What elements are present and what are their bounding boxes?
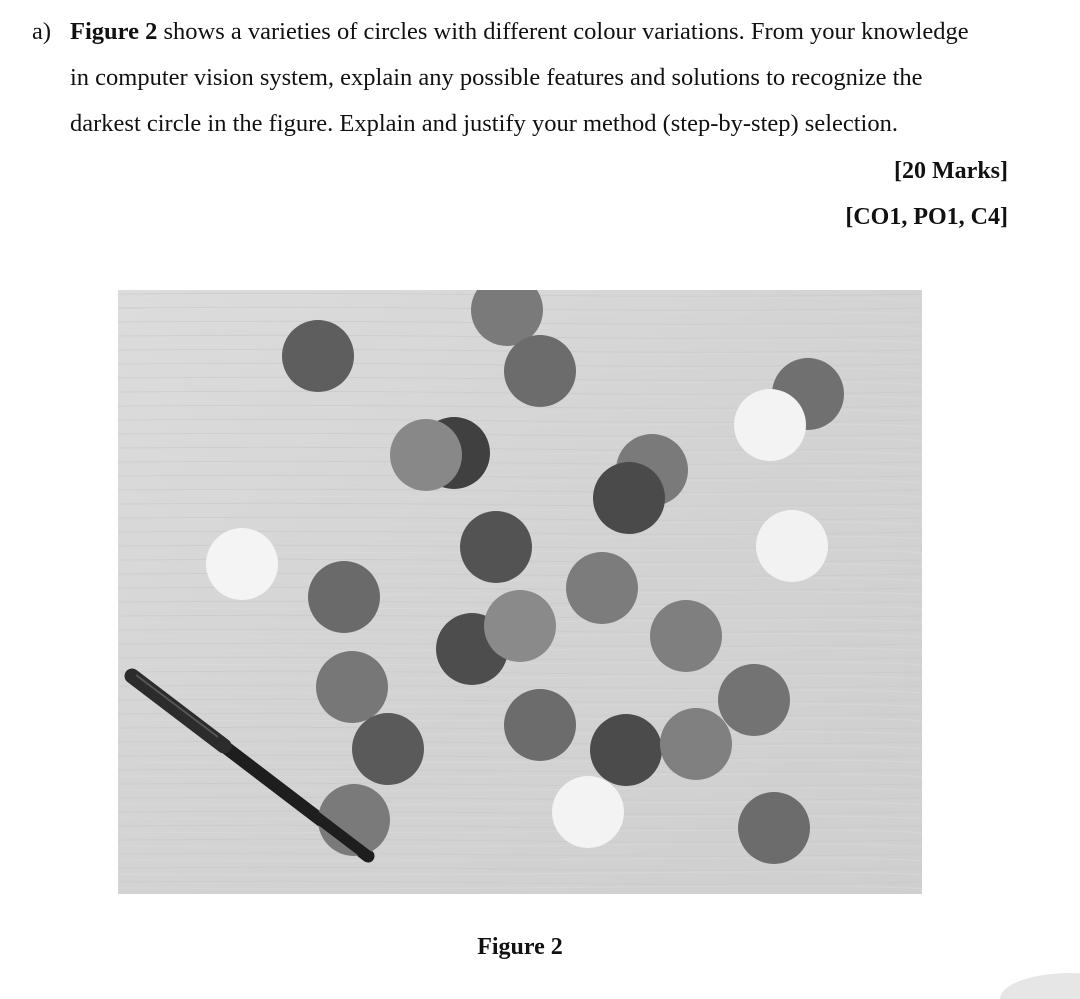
dark-disc: [590, 714, 662, 786]
white-disc: [756, 510, 828, 582]
gray-disc: [738, 792, 810, 864]
gray-disc: [484, 590, 556, 662]
gray-disc: [504, 689, 576, 761]
dark-disc: [593, 462, 665, 534]
white-disc: [552, 776, 624, 848]
gray-disc: [718, 664, 790, 736]
question-line-2: in computer vision system, explain any possible features and solutions to recognize the: [70, 64, 923, 91]
white-disc: [206, 528, 278, 600]
circles-photo: [118, 290, 922, 894]
gray-disc: [660, 708, 732, 780]
gray-disc: [282, 320, 354, 392]
figure-caption: Figure 2: [477, 934, 563, 960]
gray-disc: [504, 335, 576, 407]
gray-disc: [566, 552, 638, 624]
gray-disc: [650, 600, 722, 672]
question-line-1: [32, 18, 969, 46]
corner-shadow: [960, 959, 1080, 999]
figure-reference: Figure 2: [70, 18, 158, 45]
gray-disc: [308, 561, 380, 633]
question-label: a): [32, 18, 52, 45]
gray-disc: [352, 713, 424, 785]
gray-disc: [316, 651, 388, 723]
marks-label: [20 Marks]: [894, 158, 1008, 184]
white-disc: [734, 389, 806, 461]
question-line-3: darkest circle in the figure. Explain and justify your method (step-by-step) selection.: [70, 110, 898, 137]
figure-2-image: [118, 290, 922, 894]
gray-disc: [390, 419, 462, 491]
dark-disc: [460, 511, 532, 583]
course-outcome-label: [CO1, PO1, C4]: [845, 204, 1008, 230]
question-line-1-text: shows a varieties of circles with different colour variations. From your knowledge: [157, 18, 969, 45]
